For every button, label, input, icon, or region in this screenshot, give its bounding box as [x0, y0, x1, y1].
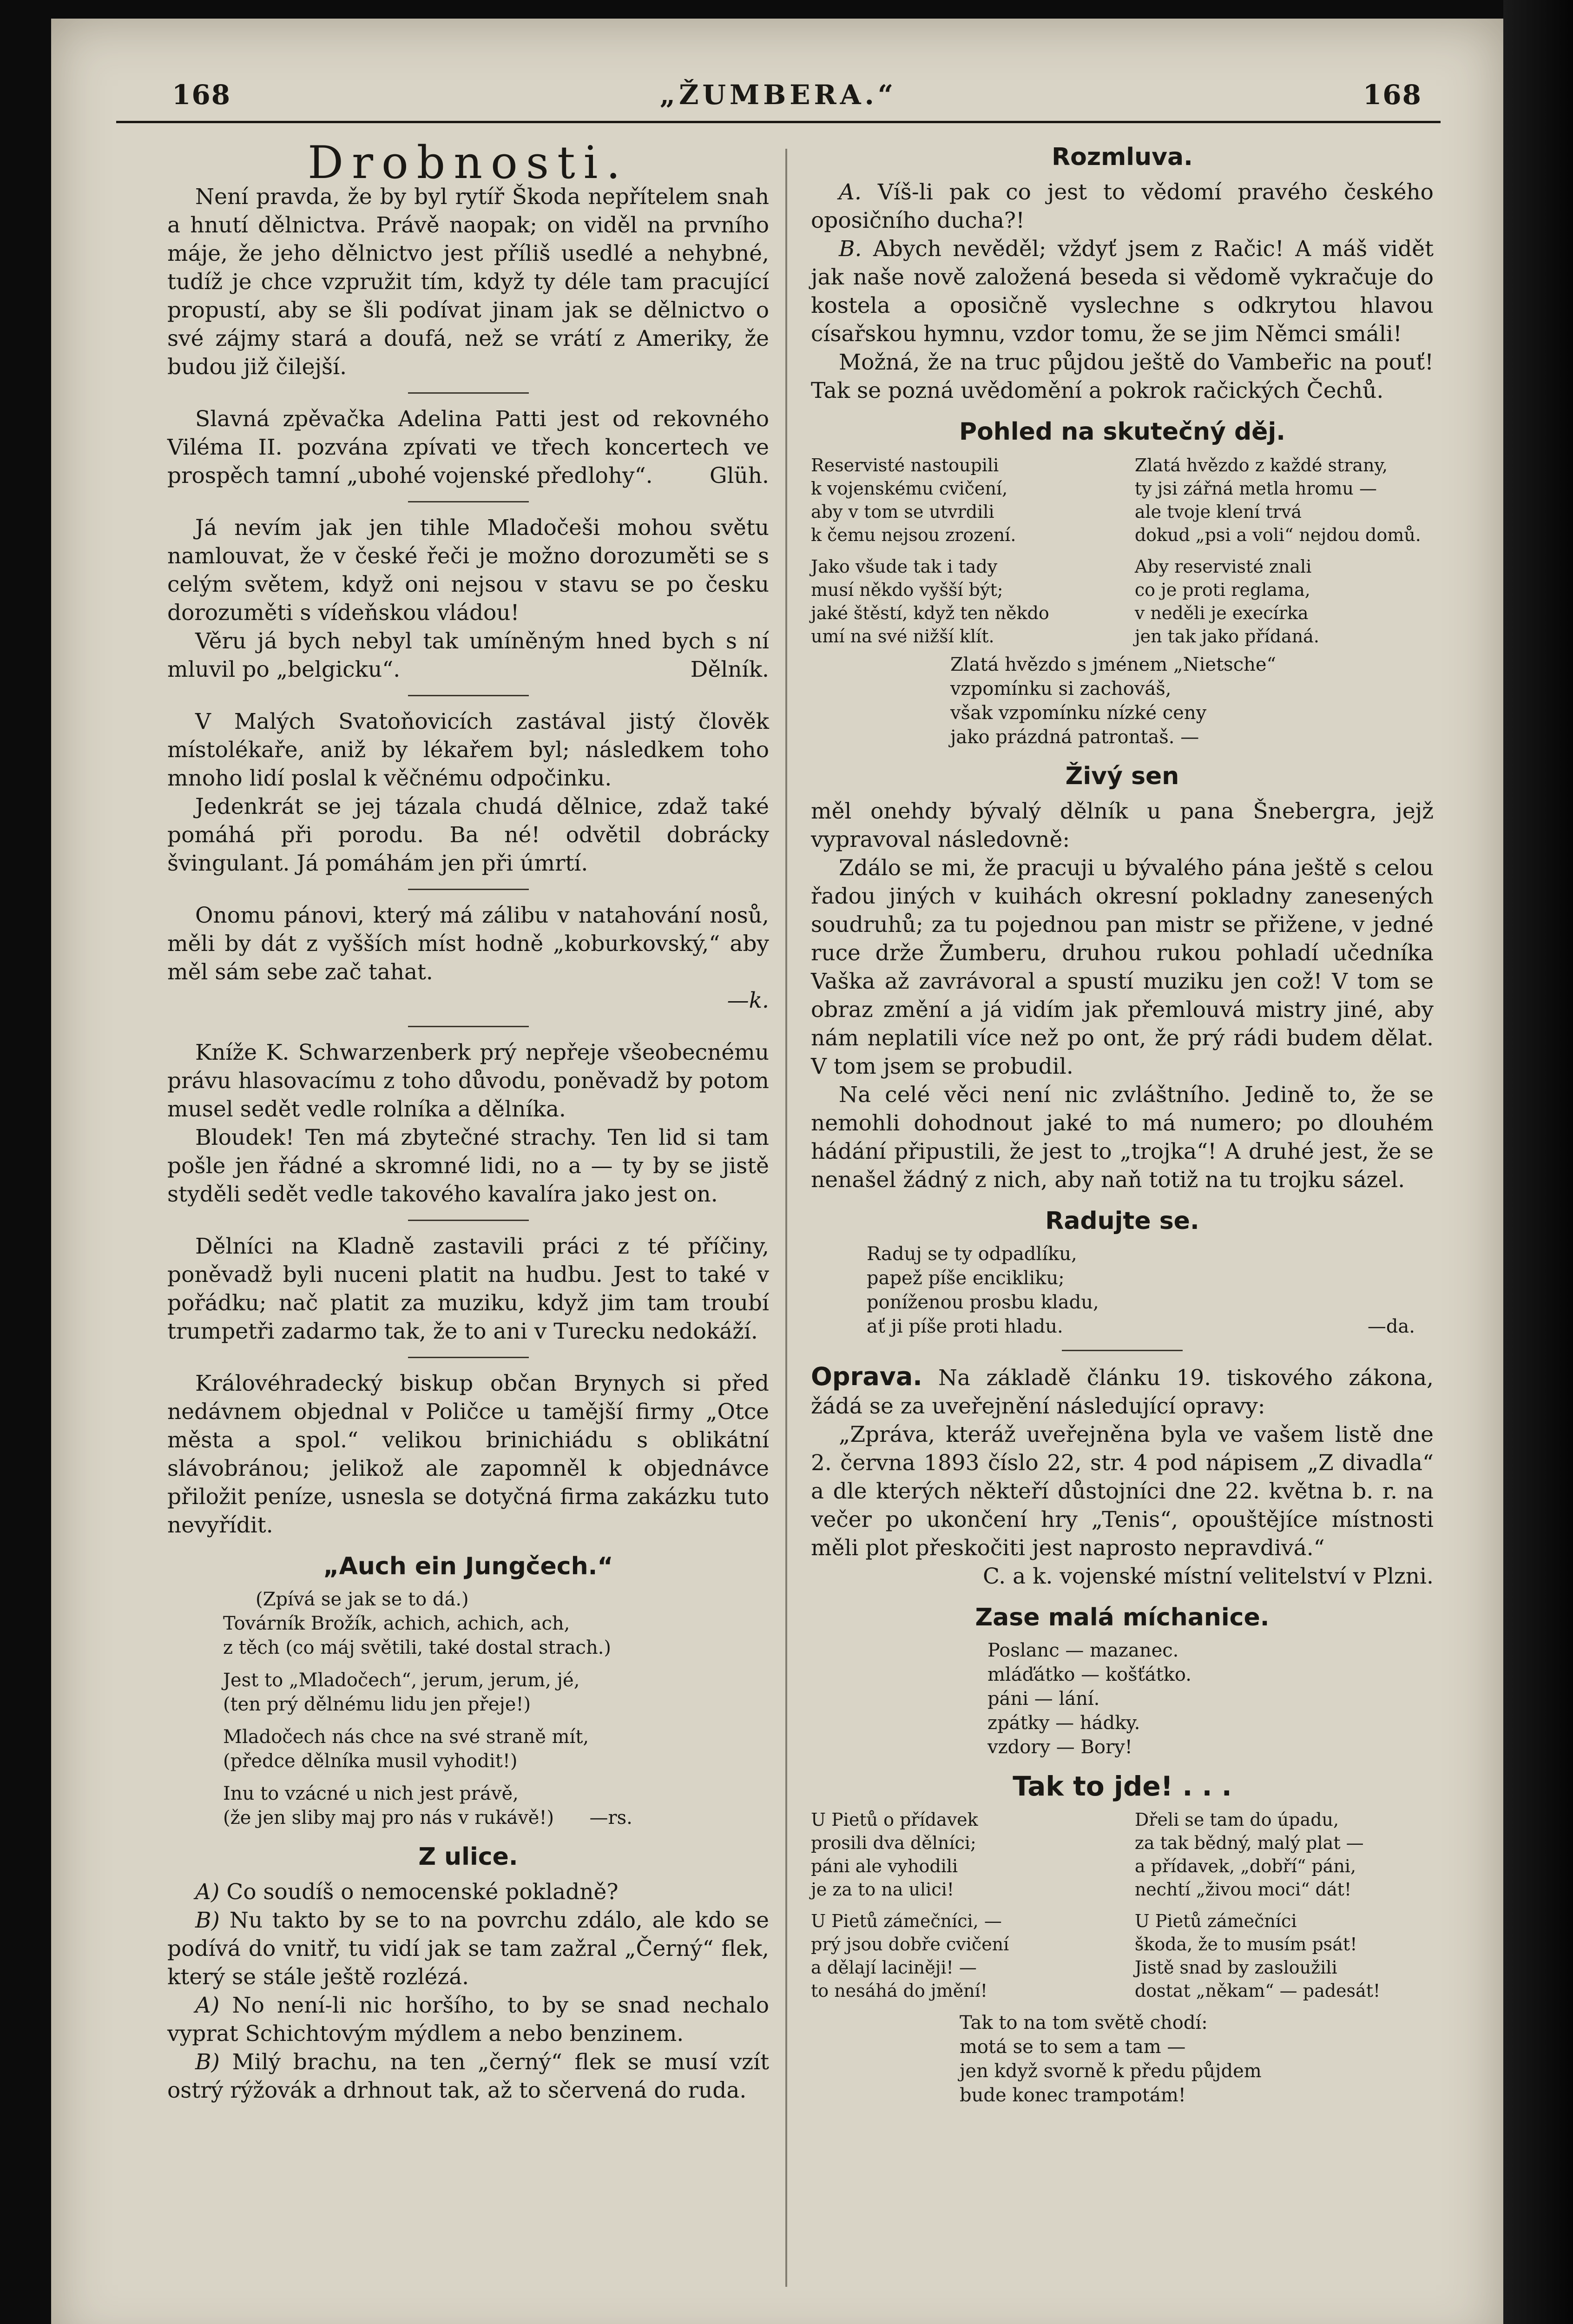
section-heading-pohled: Pohled na skutečný děj. [959, 418, 1286, 446]
verse-line: zpátky — hádky. [987, 1712, 1140, 1734]
verse-line: Dřeli se tam do úpadu, [1134, 1809, 1339, 1830]
verse-line: a přídavek, „dobří“ páni, [1134, 1856, 1356, 1876]
verse-line: Jako všude tak i tady [811, 556, 998, 577]
verse-line: Tak to na tom světě chodí: [960, 2012, 1208, 2034]
verse-line: umí na své nižší klít. [811, 626, 994, 647]
verse-line: Inu to vzácné u nich jest právě, [223, 1783, 519, 1804]
article-paragraph: Možná, že na truc půjdou ještě do Vambeřic na pouť! Tak se pozná uvědomění a pokrok račických Čechů. [811, 350, 1434, 403]
verse-text: (že jen sliby maj pro nás v rukávě!) [223, 1807, 554, 1829]
verse-line: Jistě snad by zasloužili [1134, 1957, 1337, 1978]
verse-line: aby v tom se utvrdili [811, 502, 994, 522]
poem-final-stanza [960, 2011, 1434, 2107]
section-heading-radujte: Radujte se. [1045, 1207, 1199, 1235]
speaker: A) [195, 1993, 220, 2018]
verse-line: jen když svorně k předu půjdem [960, 2060, 1262, 2082]
dialog-line [167, 1906, 769, 1991]
scan-border [1503, 0, 1573, 2324]
verse-line: poníženou prosbu kladu, [867, 1292, 1099, 1313]
poem-final-stanza [950, 653, 1434, 749]
verse-line: (ten prý dělnému lidu jen přeje!) [223, 1694, 531, 1715]
article-paragraph [167, 627, 769, 684]
verse-line: škoda, že to musím psát! [1134, 1934, 1357, 1954]
article-paragraph: Jedenkrát se jej tázala chudá dělnice, zdaž také pomáhá při porodu. Ba né! odvětil dobrácky švingulant. Já pomáhám jen při úmrtí. [167, 794, 769, 876]
author-signature: —da. [1367, 1316, 1415, 1337]
verse-line [867, 1314, 1434, 1339]
oprava-label: Oprava. [811, 1362, 922, 1391]
dialog-line [167, 1991, 769, 2048]
verse-line: páni — lání. [987, 1688, 1100, 1710]
verse-line: je za to na ulici! [811, 1879, 954, 1900]
dialog-text: Abych nevěděl; vždyť jsem z Račic! A máš vidět jak naše nově založená beseda si vědomě vykračuje do kostela a oposičně vyslechne s odkrytou hlavou císařskou hymnu, vzdor tomu, že se jim Němci smáli! [811, 236, 1434, 347]
article-paragraph: Já nevím jak jen tihle Mladočeši mohou světu namlouvat, že v české řeči je možno dorozuměti se s celým světem, když oni nejsou v stavu se po česku dorozuměti s vídeňskou vládou! [167, 515, 769, 626]
dialog-text: Co soudíš o nemocenské pokladně? [226, 1879, 619, 1905]
dialog-line [811, 235, 1434, 348]
article-paragraph [167, 405, 769, 490]
verse-line: páni ale vyhodili [811, 1856, 958, 1876]
poem-radujte [867, 1242, 1434, 1339]
separator-rule [408, 1220, 529, 1221]
verse-line: papež píše encikliku; [867, 1268, 1065, 1289]
verse-text: ať ji píše proti hladu. [867, 1316, 1063, 1337]
section-heading-tak-to-jde: Tak to jde! . . . [1013, 1770, 1232, 1802]
verse-line: Zlatá hvězdo z každé strany, [1134, 455, 1388, 475]
article-paragraph: Dělníci na Kladně zastavili práci z té příčiny, poněvadž byli nuceni platit na hudbu. Jest to také v pořádku; nač platit za muziku, když jim tam troubí trumpetři zadarmo tak, že to ani v Turecku nedokáží. [167, 1234, 769, 1344]
author-signature: —k. [727, 988, 769, 1013]
verse-line: (předce dělníka musil vyhodit!) [223, 1750, 518, 1772]
verse-line: dostat „někam“ — padesát! [1134, 1981, 1381, 2001]
poem-column-right [1135, 1808, 1434, 2002]
verse-line: v neděli je execírka [1134, 603, 1309, 623]
verse-line: U Pietů o přídavek [811, 1809, 978, 1830]
verse-line: jako prázdná patrontaš. — [950, 726, 1199, 748]
poem-two-columns [811, 454, 1434, 648]
dialog-block [167, 1878, 769, 2105]
separator-rule [408, 1026, 529, 1027]
verse-line: však vzpomínku nízké ceny [950, 702, 1207, 724]
verse-line: mláďátko — košťátko. [987, 1664, 1192, 1685]
speaker: A. [839, 179, 862, 205]
right-column [811, 139, 1434, 2107]
verse-line: Raduj se ty odpadlíku, [867, 1243, 1077, 1265]
verse-line: Mladočech nás chce na své straně mít, [223, 1726, 589, 1748]
verse-line: ty jsi zářná metla hromu — [1134, 478, 1377, 499]
speaker: B) [195, 1908, 220, 1933]
article-paragraph: „Zpráva, kteráž uveřejněna byla ve vašem listě dne 2. června 1893 číslo 22, str. 4 pod nápisem „Z divadla“ a dle kterých někteří důstojníci dne 22. května b. r. na večer po ukončení hry „Tenis“, opouštějíce místnosti měli plot přeskočiti jest naprosto nepravdivá.“ [811, 1422, 1434, 1561]
separator-rule [408, 889, 529, 890]
section-heading-z-ulice: Z ulice. [418, 1843, 518, 1871]
verse-line: z těch (co máj světili, také dostal strach.) [223, 1637, 612, 1658]
verse-line: to nesáhá do jmění! [811, 1981, 988, 2001]
article-text: Slavná zpěvačka Adelina Patti jest od rekovného Viléma II. pozvána zpívati ve třech koncertech ve prospěch tamní „ubohé vojenské předlohy“. [167, 406, 769, 489]
dialog-text: Nu takto by se to na povrchu zdálo, ale kdo se podívá do vnitř, tu vidí jak se tam zažral „Černý“ flek, který se stále ještě rozlézá. [167, 1908, 769, 1990]
song-subtitle-text: (Zpívá se jak se to dá.) [256, 1589, 469, 1610]
section-heading-zivy-sen: Živý sen [1065, 762, 1179, 790]
verse-line: U Pietů zámečníci, — [811, 1911, 1002, 1931]
song-subtitle [256, 1587, 769, 1611]
article-paragraph: Zdálo se mi, že pracuji u bývalého pána ještě s celou řadou jiných v kuihách okresní pokladny zanesených soudruhů; za tu pojednou pan mistr se přižene, v jedné ruce drže Žumberu, druhou rukou pohladí učedníka Vaška až zavrávoral a spustí muziku jen což! V tom se obraz změní a já vidím jak přemlouvá mistry jiné, aby nám neplatili více než po ont, že prý rádi budem dělat. V tom jsem se probudil. [811, 855, 1434, 1079]
verse-line: za tak bědný, malý plat — [1134, 1833, 1364, 1853]
article-paragraph: Není pravda, že by byl rytíř Škoda nepřítelem snah a hnutí dělnictva. Právě naopak; on viděl na prvního máje, že jeho dělnictvo jest příliš usedlé a nehybné, tudíž je chce vzpružit tím, když ty déle tam pracující propustí, aby se šli podívat jinam jak se dělnictvo o své zájmy stará a doufá, než se vrátí z Ameriky, že budou již čilejší. [167, 184, 769, 380]
page-header [116, 70, 1441, 123]
page-number-left: 168 [172, 79, 231, 111]
article-paragraph [811, 1362, 1434, 1420]
masthead-title: „ŽUMBERA.“ [659, 79, 897, 111]
article-paragraph: měl onehdy bývalý dělník u pana Šnebergra, jejž vypravoval následovně: [811, 799, 1434, 852]
verse-line: k vojenskému cvičení, [811, 478, 1008, 499]
verse-line: nechtí „živou moci“ dát! [1134, 1879, 1352, 1900]
separator-rule [408, 1357, 529, 1358]
verse-line: musí někdo vyšší být; [811, 580, 1003, 600]
separator-rule [408, 695, 529, 696]
left-column [167, 139, 769, 2105]
verse-line: prý jsou dobře cvičení [811, 1934, 1009, 1954]
verse-line: Poslanc — mazanec. [987, 1640, 1179, 1661]
verse-line: vzdory — Bory! [987, 1736, 1132, 1758]
dialog-block [811, 178, 1434, 405]
article-paragraph: Na celé věci není nic zvláštního. Jedině to, že se nemohli dohodnout jaké to má numero; po dlouhém hádání připustili, že jest to „trojka“! A druhé jest, že se nenašel žádný z nich, aby naň totiž na tu trojku sázel. [811, 1082, 1434, 1193]
verse-line: ale tvoje klení trvá [1134, 502, 1302, 522]
separator-rule [408, 501, 529, 502]
poem-column-right [1135, 454, 1434, 648]
article-text: Věru já bych nebyl tak umíněným hned bych s ní mluvil po „belgicku“. [167, 628, 769, 682]
dialog-line [167, 1878, 769, 1906]
dialog-text: No není-li nic horšího, to by se snad nechalo vyprat Schichtovým mýdlem a nebo benzinem. [167, 1993, 769, 2047]
verse-line: U Pietů zámečníci [1134, 1911, 1297, 1931]
verse-line: a dělají laciněji! — [811, 1957, 977, 1978]
poem-two-columns [811, 1808, 1434, 2002]
section-heading-rozmluva: Rozmluva. [1052, 143, 1193, 171]
dialog-text: Milý brachu, na ten „černý“ flek se musí vzít ostrý rýžovák a drhnout tak, až to sčervená do ruda. [167, 2049, 769, 2103]
speaker: B. [839, 236, 862, 262]
poem-column-left [811, 454, 1110, 648]
verse-line: prosili dva dělníci; [811, 1833, 976, 1853]
article-paragraph: Onomu pánovi, který má zálibu v natahování nosů, měli by dát z vyšších míst hodně „koburkovský,“ aby měl sám sebe zač tahat. [167, 903, 769, 985]
verse-line: Jest to „Mladočech“, jerum, jerum, jé, [223, 1670, 580, 1691]
speaker: A) [195, 1879, 220, 1905]
verse-line: k čemu nejsou zrození. [811, 525, 1016, 545]
verse-line: Reservisté nastoupili [811, 455, 999, 475]
author-signature: Glüh. [709, 463, 769, 489]
author-signature: Dělník. [690, 657, 769, 682]
verse-line: jaké štěstí, když ten někdo [811, 603, 1049, 623]
separator-rule [1062, 1350, 1183, 1351]
poem-michanice [987, 1638, 1434, 1759]
dialog-text: Víš-li pak co jest to vědomí pravého českého oposičního ducha?! [811, 179, 1434, 233]
column-divider [785, 149, 787, 2287]
verse-line: vzpomínku si zachováš, [950, 678, 1172, 700]
poem-column-left [811, 1808, 1110, 2002]
verse-line: Továrník Brožík, achich, achich, ach, [223, 1613, 570, 1634]
verse-line: motá se to sem a tam — [960, 2036, 1186, 2058]
speaker: B) [195, 2049, 220, 2075]
dialog-line [167, 2048, 769, 2105]
article-paragraph: Bloudek! Ten má zbytečné strachy. Ten lid si tam pošle jen řádné a skromné lidi, no a — ty by se jistě styděli sedět vedle takového kavalíra jako jest on. [167, 1125, 769, 1207]
author-signature: —rs. [589, 1807, 632, 1829]
article-paragraph: V Malých Svatoňovicích zastával jistý člověk místolékaře, aniž by lékařem byl; následkem toho mnoho lidí poslal k věčnému odpočinku. [167, 709, 769, 791]
separator-rule [408, 392, 529, 394]
verse-line: jen tak jako přídaná. [1134, 626, 1319, 647]
dialog-line [811, 178, 1434, 235]
verse-line [223, 1806, 769, 1830]
verse-line: Aby reservisté znali [1134, 556, 1312, 577]
song-verses [223, 1611, 769, 1830]
section-heading-drobnosti: Drobnosti. [308, 137, 629, 189]
author-signature: C. a k. vojenské místní velitelství v Plzni. [982, 1564, 1434, 1589]
verse-line: dokud „psi a voli“ nejdou domů. [1134, 525, 1421, 545]
page-number-right: 168 [1362, 79, 1422, 111]
song-title: „Auch ein Jungčech.“ [323, 1552, 613, 1580]
verse-line: co je proti reglama, [1134, 580, 1310, 600]
verse-line: bude konec trampotám! [960, 2085, 1186, 2106]
article-text: Na základě článku 19. tiskového zákona, žádá se za uveřejnění následující opravy: [811, 1365, 1434, 1419]
article-paragraph: Kníže K. Schwarzenberk prý nepřeje všeobecnému právu hlasovacímu z toho důvodu, poněvadž by potom musel sedět vedle rolníka a dělníka. [167, 1040, 769, 1122]
section-heading-michanice: Zase malá míchanice. [975, 1604, 1270, 1631]
article-paragraph: Královéhradecký biskup občan Brynych si před nedávnem objednal v Poličce u tamější firmy „Otce města a spol.“ velikou brinichiádu s oblikátní slávobránou; jelikož ale zapomněl k objednávce přiložit peníze, usnesla se dotyčná firma zakázku tuto nevyřídit. [167, 1371, 769, 1538]
verse-line: Zlatá hvězdo s jménem „Nietsche“ [950, 654, 1276, 675]
